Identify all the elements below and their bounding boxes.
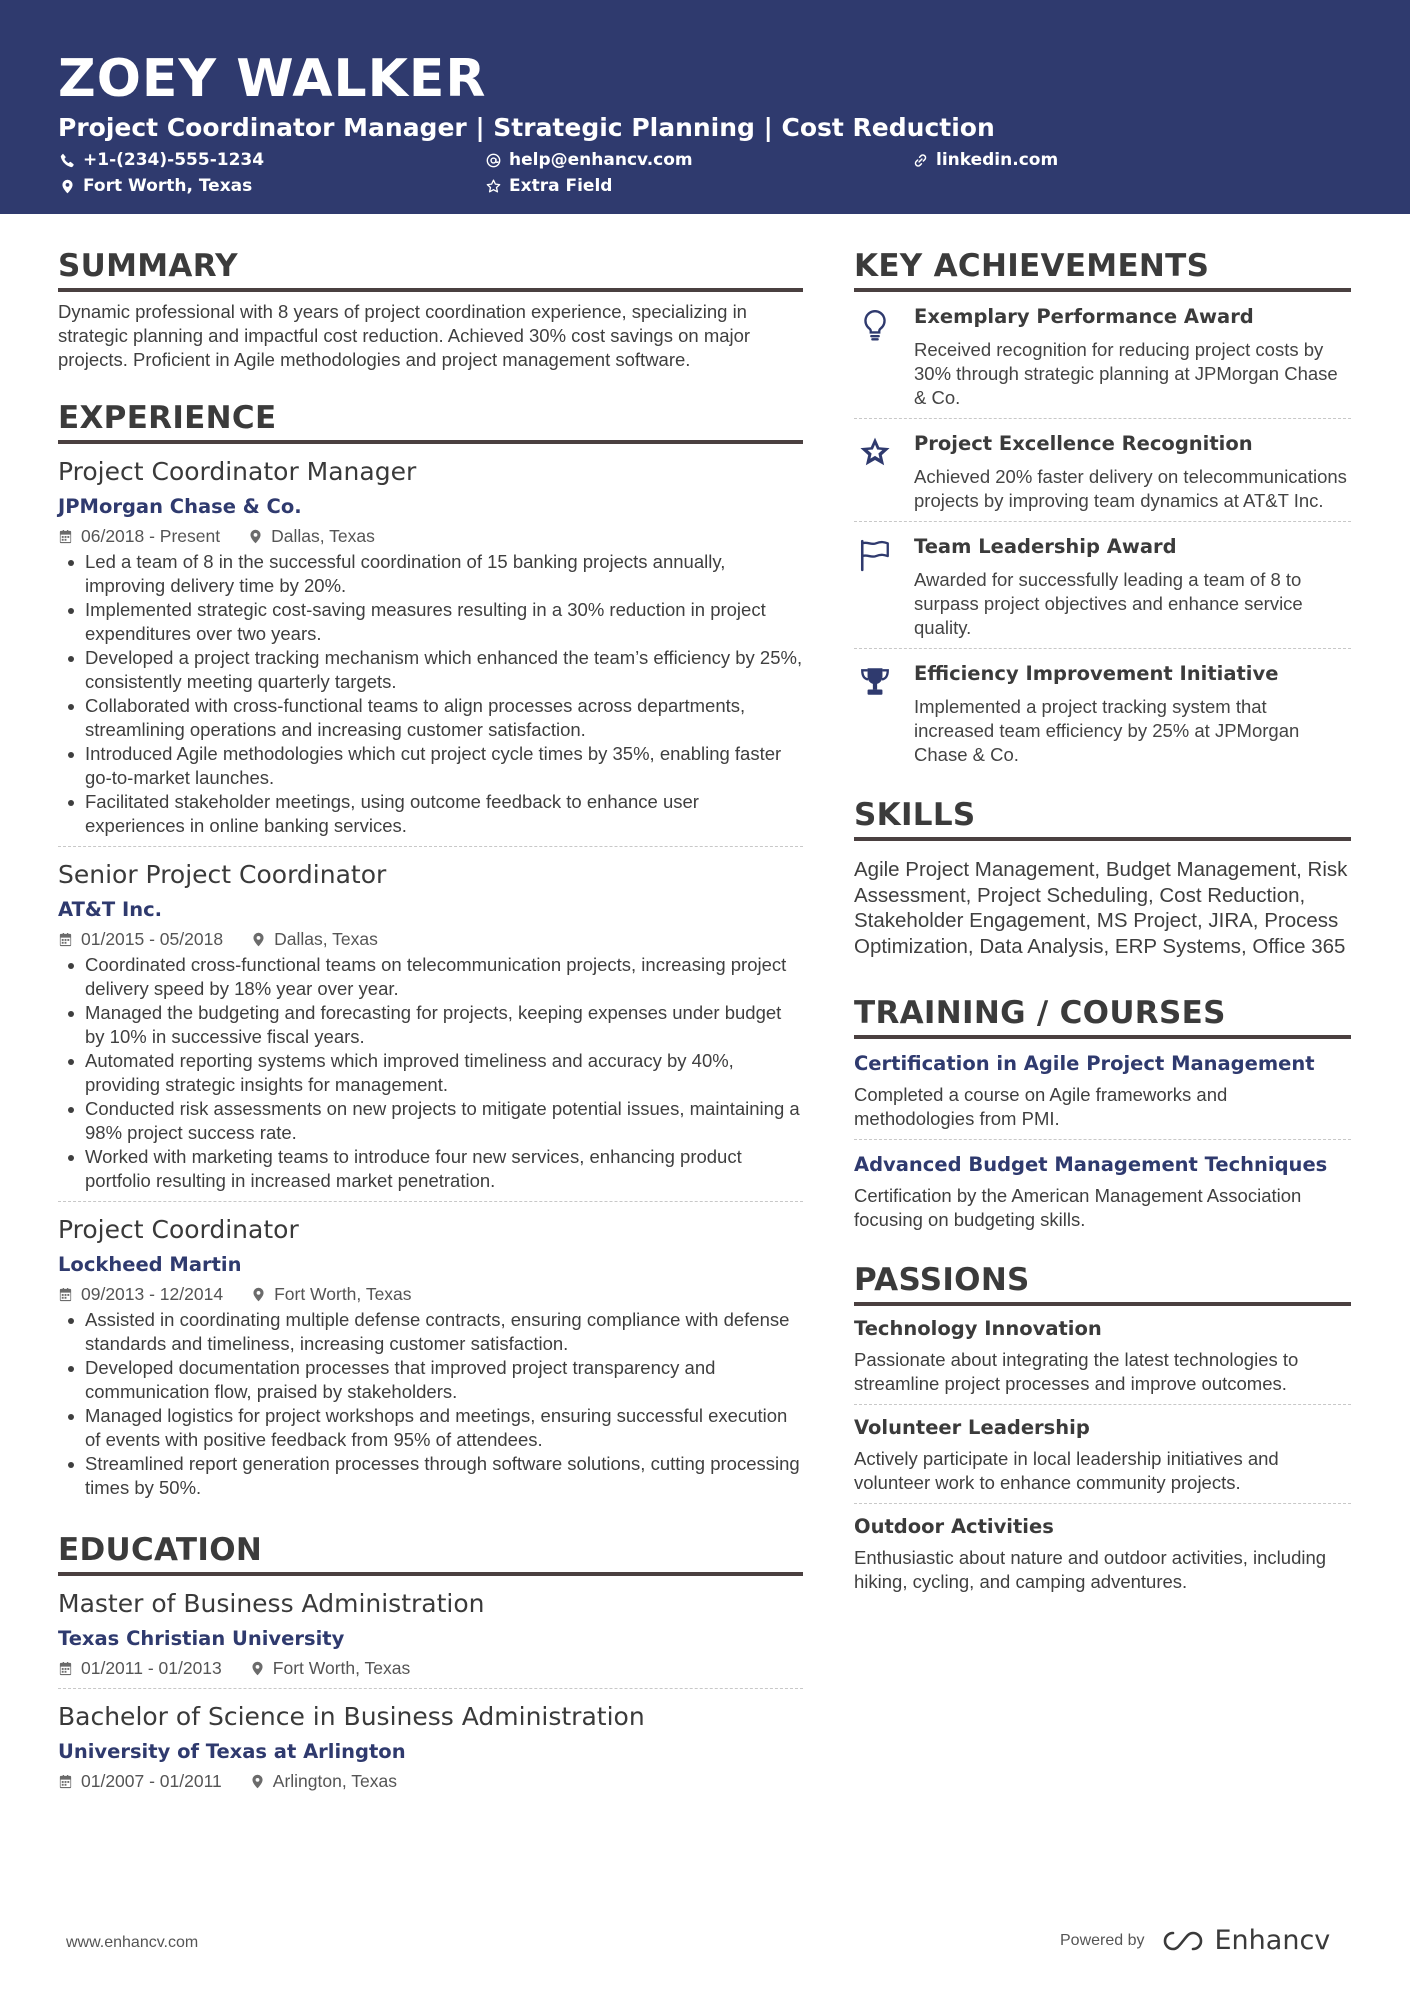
job-location-text: Fort Worth, Texas xyxy=(274,1284,412,1304)
education-item xyxy=(58,1588,803,1689)
achievement-item xyxy=(854,419,1351,521)
job-role: Project Coordinator Manager xyxy=(58,457,417,486)
job-role: Senior Project Coordinator xyxy=(58,860,387,889)
experience-item xyxy=(58,1214,803,1500)
education-meta xyxy=(58,1656,803,1680)
extra-text: Extra Field xyxy=(509,176,613,196)
achievement-icon-wrap xyxy=(854,534,914,640)
passions-section xyxy=(854,1260,1351,1594)
experience-section xyxy=(58,398,803,1500)
job-bullet: Facilitated stakeholder meetings, using outcome feedback to enhance user experiences in online banking services. xyxy=(58,790,803,838)
education-dates xyxy=(58,1656,222,1680)
divider xyxy=(854,1139,1351,1140)
job-meta xyxy=(58,1282,803,1306)
summary-text: Dynamic professional with 8 years of project coordination experience, specializing in strategic planning and impactful cost reduction. Achieved 30% cost savings on major projects. Proficient in Agile methodologies and project management software. xyxy=(58,301,751,370)
location-pin-icon xyxy=(251,1287,266,1302)
link-icon xyxy=(913,153,928,168)
achievements-section xyxy=(854,246,1351,775)
course-item xyxy=(854,1051,1351,1140)
job-meta xyxy=(58,524,803,548)
job-dates xyxy=(58,927,223,951)
passion-item xyxy=(854,1316,1351,1405)
education-section xyxy=(58,1530,803,1793)
footer-branding[interactable] xyxy=(1060,1925,1330,1956)
achievement-description: Implemented a project tracking system that increased team efficiency by 25% at JPMorgan Chase & Co. xyxy=(914,696,1300,765)
location-text: Fort Worth, Texas xyxy=(83,176,253,196)
job-dates-text: 06/2018 - Present xyxy=(81,526,221,546)
job-bullet: Collaborated with cross-functional teams to align processes across departments, streamlining operations and increasing customer satisfaction. xyxy=(58,694,803,742)
job-bullets xyxy=(58,550,803,838)
job-bullet: Streamlined report generation processes through software solutions, cutting processing times by 50%. xyxy=(58,1452,803,1500)
passions-heading: PASSIONS xyxy=(854,1260,1351,1306)
training-heading: TRAINING / COURSES xyxy=(854,993,1351,1039)
footer-url[interactable]: www.enhancv.com xyxy=(66,1934,199,1951)
candidate-name: ZOEY WALKER xyxy=(58,49,487,109)
job-bullet: Implemented strategic cost-saving measures resulting in a 30% reduction in project expenditures over two years. xyxy=(58,598,803,646)
job-bullets xyxy=(58,953,803,1193)
achievement-icon-wrap xyxy=(854,304,914,410)
job-location-text: Dallas, Texas xyxy=(274,929,378,949)
education-dates-text: 01/2007 - 01/2011 xyxy=(81,1771,222,1791)
course-description: Certification by the American Management Association focusing on budgeting skills. xyxy=(854,1185,1302,1230)
candidate-tagline: Project Coordinator Manager | Strategic Planning | Cost Reduction xyxy=(58,113,995,142)
job-meta xyxy=(58,927,803,951)
education-dates-text: 01/2011 - 01/2013 xyxy=(81,1658,222,1678)
achievement-description: Awarded for successfully leading a team of 8 to surpass project objectives and enhance service quality. xyxy=(914,569,1303,638)
job-role: Project Coordinator xyxy=(58,1215,299,1244)
divider xyxy=(854,1503,1351,1504)
job-location xyxy=(251,927,378,951)
contact-location xyxy=(60,176,252,196)
star-outline-icon xyxy=(486,179,501,194)
contact-linkedin[interactable] xyxy=(913,150,1058,170)
skills-text: Agile Project Management, Budget Management, Risk Assessment, Project Scheduling, Cost Reduction, Stakeholder Engagement, MS Project, JIRA, Process Optimization, Data Analysis, ERP Systems, Office 365 xyxy=(854,858,1348,958)
job-bullet: Led a team of 8 in the successful coordination of 15 banking projects annually, improving delivery time by 20%. xyxy=(58,550,803,598)
course-title: Certification in Agile Project Management xyxy=(854,1052,1315,1075)
job-company: JPMorgan Chase & Co. xyxy=(58,495,302,518)
enhancv-logo xyxy=(1159,1925,1331,1956)
passion-item xyxy=(854,1514,1351,1594)
job-company: AT&T Inc. xyxy=(58,898,163,921)
job-bullets xyxy=(58,1308,803,1500)
experience-item xyxy=(58,456,803,847)
location-pin-icon xyxy=(250,1774,265,1789)
brand-name: Enhancv xyxy=(1214,1925,1331,1956)
at-icon xyxy=(486,153,501,168)
location-pin-icon xyxy=(251,932,266,947)
phone-icon xyxy=(60,153,75,168)
passion-description: Actively participate in local leadership initiatives and volunteer work to enhance community projects. xyxy=(854,1448,1279,1493)
experience-item xyxy=(58,859,803,1202)
calendar-icon xyxy=(58,932,73,947)
enhancv-logo-icon xyxy=(1159,1928,1207,1954)
passion-title: Technology Innovation xyxy=(854,1317,1102,1340)
divider xyxy=(58,1688,803,1689)
powered-by-text: Powered by xyxy=(1060,1931,1145,1949)
resume-header xyxy=(0,0,1410,214)
star-icon xyxy=(858,435,892,469)
achievement-title: Efficiency Improvement Initiative xyxy=(914,662,1279,685)
job-company: Lockheed Martin xyxy=(58,1253,242,1276)
job-dates xyxy=(58,524,220,548)
job-bullet: Developed documentation processes that improved project transparency and communication flow, praised by stakeholders. xyxy=(58,1356,803,1404)
training-section xyxy=(854,993,1351,1232)
calendar-icon xyxy=(58,1287,73,1302)
course-item xyxy=(854,1152,1351,1232)
education-location xyxy=(250,1656,410,1680)
education-location-text: Arlington, Texas xyxy=(272,1771,397,1791)
job-location-text: Dallas, Texas xyxy=(271,526,375,546)
course-description: Completed a course on Agile frameworks and methodologies from PMI. xyxy=(854,1084,1228,1129)
divider xyxy=(58,1201,803,1202)
divider xyxy=(854,1404,1351,1405)
education-meta xyxy=(58,1769,803,1793)
left-column xyxy=(58,246,803,1793)
job-bullet: Worked with marketing teams to introduce four new services, enhancing product portfolio resulting in increased market penetration. xyxy=(58,1145,803,1193)
right-column xyxy=(854,246,1351,1594)
contact-info xyxy=(58,150,1352,210)
achievement-title: Exemplary Performance Award xyxy=(914,305,1254,328)
passion-title: Volunteer Leadership xyxy=(854,1416,1090,1439)
divider xyxy=(58,846,803,847)
calendar-icon xyxy=(58,529,73,544)
achievement-title: Project Excellence Recognition xyxy=(914,432,1253,455)
achievement-icon-wrap xyxy=(854,431,914,513)
job-bullet: Managed the budgeting and forecasting for projects, keeping expenses under budget by 10% in successive fiscal years. xyxy=(58,1001,803,1049)
linkedin-text: linkedin.com xyxy=(936,150,1059,170)
job-dates-text: 09/2013 - 12/2014 xyxy=(81,1284,224,1304)
calendar-icon xyxy=(58,1661,73,1676)
course-title: Advanced Budget Management Techniques xyxy=(854,1153,1328,1176)
job-dates xyxy=(58,1282,223,1306)
achievement-item xyxy=(854,649,1351,775)
education-location-text: Fort Worth, Texas xyxy=(272,1658,411,1678)
contact-email[interactable] xyxy=(486,150,693,170)
summary-heading: SUMMARY xyxy=(58,246,803,292)
achievement-item xyxy=(854,522,1351,648)
education-degree: Master of Business Administration xyxy=(58,1589,485,1618)
achievement-item xyxy=(854,292,1351,418)
calendar-icon xyxy=(58,1774,73,1789)
job-bullet: Introduced Agile methodologies which cut project cycle times by 35%, enabling faster go-to-market launches. xyxy=(58,742,803,790)
lightbulb-icon xyxy=(858,308,892,342)
job-bullet: Coordinated cross-functional teams on telecommunication projects, increasing project delivery speed by 18% year over year. xyxy=(58,953,803,1001)
flag-icon xyxy=(858,538,892,572)
location-pin-icon xyxy=(60,179,75,194)
achievement-description: Achieved 20% faster delivery on telecommunications projects by improving team dynamics at AT&T Inc. xyxy=(914,466,1347,511)
location-pin-icon xyxy=(248,529,263,544)
contact-phone[interactable] xyxy=(60,150,264,170)
job-location xyxy=(248,524,375,548)
education-school: University of Texas at Arlington xyxy=(58,1740,406,1763)
passion-description: Passionate about integrating the latest technologies to streamline project processes and improve outcomes. xyxy=(854,1349,1299,1394)
job-location xyxy=(251,1282,411,1306)
job-bullet: Developed a project tracking mechanism which enhanced the team’s efficiency by 25%, consistently meeting quarterly targets. xyxy=(58,646,803,694)
passion-description: Enthusiastic about nature and outdoor activities, including hiking, cycling, and camping adventures. xyxy=(854,1547,1327,1592)
email-text: help@enhancv.com xyxy=(509,150,693,170)
achievement-icon-wrap xyxy=(854,661,914,767)
job-dates-text: 01/2015 - 05/2018 xyxy=(81,929,224,949)
skills-heading: SKILLS xyxy=(854,795,1351,841)
job-bullet: Managed logistics for project workshops and meetings, ensuring successful execution of events with positive feedback from 95% of attendees. xyxy=(58,1404,803,1452)
education-item xyxy=(58,1701,803,1793)
job-bullet: Conducted risk assessments on new projects to mitigate potential issues, maintaining a 98% project success rate. xyxy=(58,1097,803,1145)
passion-item xyxy=(854,1415,1351,1504)
location-pin-icon xyxy=(250,1661,265,1676)
education-degree: Bachelor of Science in Business Administration xyxy=(58,1702,645,1731)
summary-section xyxy=(58,246,803,372)
passion-title: Outdoor Activities xyxy=(854,1515,1054,1538)
education-dates xyxy=(58,1769,222,1793)
trophy-icon xyxy=(858,665,892,699)
contact-extra xyxy=(486,176,612,196)
achievement-title: Team Leadership Award xyxy=(914,535,1177,558)
achievements-heading: KEY ACHIEVEMENTS xyxy=(854,246,1351,292)
skills-section xyxy=(854,795,1351,959)
education-school: Texas Christian University xyxy=(58,1627,345,1650)
education-heading: EDUCATION xyxy=(58,1530,803,1576)
job-bullet: Automated reporting systems which improved timeliness and accuracy by 40%, providing strategic insights for management. xyxy=(58,1049,803,1097)
achievement-description: Received recognition for reducing project costs by 30% through strategic planning at JPMorgan Chase & Co. xyxy=(914,339,1338,408)
job-bullet: Assisted in coordinating multiple defense contracts, ensuring compliance with defense standards and timeliness, increasing customer satisfaction. xyxy=(58,1308,803,1356)
phone-text: +1-(234)-555-1234 xyxy=(83,150,265,170)
education-location xyxy=(250,1769,397,1793)
experience-heading: EXPERIENCE xyxy=(58,398,803,444)
